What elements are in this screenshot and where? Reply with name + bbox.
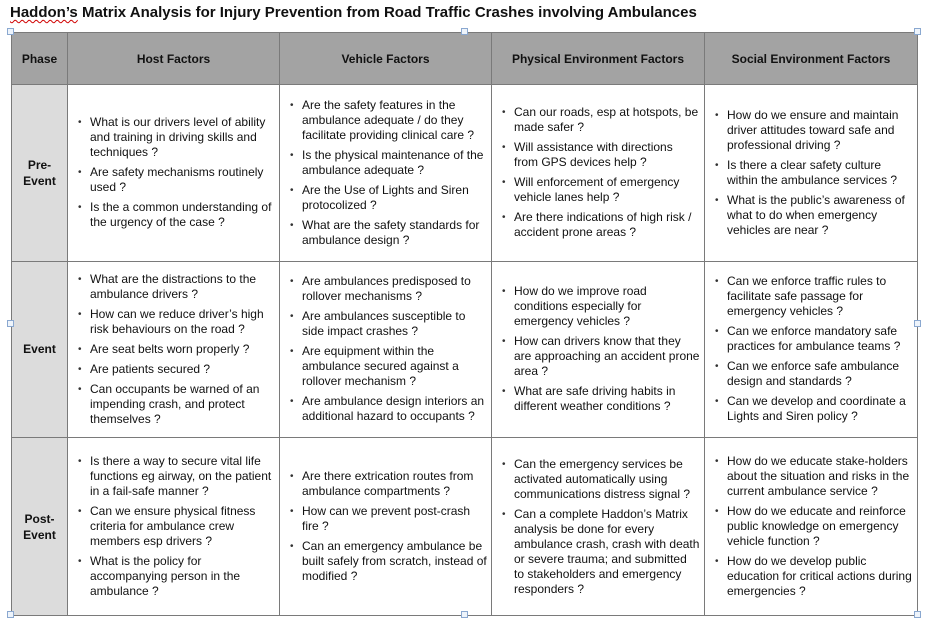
physical-environment-cell: [492, 261, 705, 438]
list-item: • How can we reduce driver’s high risk behaviours on the road ?: [90, 307, 275, 337]
header-row: [12, 33, 918, 85]
list-item: • Are the safety features in the ambulance adequate / do they facilitate providing clinical care ?: [302, 98, 487, 143]
list-item: • Are equipment within the ambulance secured against a rollover mechanism ?: [302, 344, 487, 389]
phase-label: Post-Event: [23, 511, 56, 542]
bullet-list: [68, 115, 279, 230]
host-factors-cell: [68, 261, 280, 438]
list-item: • Are seat belts worn properly ?: [90, 342, 275, 357]
vehicle-factors-cell: [280, 261, 492, 438]
resize-handle-bottom-left[interactable]: [7, 611, 14, 618]
list-item: • Will assistance with directions from GPS devices help ?: [514, 140, 700, 170]
list-item: • Are the Use of Lights and Siren protocolized ?: [302, 183, 487, 213]
list-item: • What is the policy for accompanying person in the ambulance ?: [90, 554, 275, 599]
header-host-factors: Host Factors: [68, 33, 280, 85]
list-item: • How can we prevent post-crash fire ?: [302, 504, 487, 534]
list-item: • How do we develop public education for critical actions during emergencies ?: [727, 554, 913, 599]
list-item: • Can we develop and coordinate a Lights and Siren policy ?: [727, 394, 913, 424]
physical-environment-cell: [492, 85, 705, 262]
header-physical-environment-factors: Physical Environment Factors: [492, 33, 705, 85]
list-item: • Can we enforce safe ambulance design and standards ?: [727, 359, 913, 389]
list-item: • Are ambulance design interiors an additional hazard to occupants ?: [302, 394, 487, 424]
list-item: • Is the a common understanding of the urgency of the case ?: [90, 200, 275, 230]
bullet-list: [280, 98, 491, 248]
resize-handle-middle-right[interactable]: [914, 320, 921, 327]
list-item: • Are patients secured ?: [90, 362, 275, 377]
list-item: • What are the distractions to the ambulance drivers ?: [90, 272, 275, 302]
title-text: Matrix Analysis for Injury Prevention from Road Traffic Crashes involving Ambulances: [77, 4, 697, 21]
bullet-list: [492, 105, 704, 240]
phase-cell: [12, 438, 68, 616]
phase-cell: [12, 261, 68, 438]
resize-handle-bottom-right[interactable]: [914, 611, 921, 618]
physical-environment-cell: [492, 438, 705, 616]
host-factors-cell: [68, 85, 280, 262]
title-spellcheck-word: Haddon’s: [10, 4, 78, 21]
bullet-list: [705, 454, 917, 599]
list-item: • How do we educate stake-holders about the situation and risks in the current ambulance service ?: [727, 454, 913, 499]
header-vehicle-factors: Vehicle Factors: [280, 33, 492, 85]
list-item: • Can our roads, esp at hotspots, be made safer ?: [514, 105, 700, 135]
list-item: • Are there extrication routes from ambulance compartments ?: [302, 469, 487, 499]
list-item: • Can the emergency services be activated automatically using communications distress signal ?: [514, 457, 700, 502]
bullet-list: [492, 457, 704, 597]
list-item: • Can an emergency ambulance be built safely from scratch, instead of modified ?: [302, 539, 487, 584]
list-item: • Is there a way to secure vital life functions eg airway, on the patient in a fail-safe manner ?: [90, 454, 275, 499]
list-item: • Is there a clear safety culture within the ambulance services ?: [727, 158, 913, 188]
host-factors-cell: [68, 438, 280, 616]
list-item: • What is the public’s awareness of what to do when emergency vehicles are near ?: [727, 193, 913, 238]
resize-handle-top-center[interactable]: [461, 28, 468, 35]
haddon-matrix-table[interactable]: [11, 32, 918, 616]
list-item: • Will enforcement of emergency vehicle lanes help ?: [514, 175, 700, 205]
bullet-list: [705, 274, 917, 424]
social-environment-cell: [705, 85, 918, 262]
row-event: [12, 261, 918, 438]
list-item: • Can we ensure physical fitness criteria for ambulance crew members esp drivers ?: [90, 504, 275, 549]
bullet-list: [492, 284, 704, 414]
list-item: • What is our drivers level of ability and training in driving skills and techniques ?: [90, 115, 275, 160]
list-item: • What are the safety standards for ambulance design ?: [302, 218, 487, 248]
list-item: • How do we educate and reinforce public knowledge on emergency vehicle function ?: [727, 504, 913, 549]
list-item: • Can a complete Haddon’s Matrix analysis be done for every ambulance crash, crash with death or severe trauma; and submitted to stakeholders and emergency responders ?: [514, 507, 700, 597]
social-environment-cell: [705, 438, 918, 616]
header-social-environment-factors: Social Environment Factors: [705, 33, 918, 85]
bullet-list: [280, 274, 491, 424]
resize-handle-bottom-center[interactable]: [461, 611, 468, 618]
social-environment-cell: [705, 261, 918, 438]
list-item: • What are safe driving habits in different weather conditions ?: [514, 384, 700, 414]
list-item: • Can we enforce mandatory safe practices for ambulance teams ?: [727, 324, 913, 354]
phase-cell: [12, 85, 68, 262]
list-item: • Are there indications of high risk / accident prone areas ?: [514, 210, 700, 240]
bullet-list: [68, 272, 279, 427]
bullet-list: [705, 108, 917, 238]
vehicle-factors-cell: [280, 85, 492, 262]
header-phase: Phase: [12, 33, 68, 85]
row-post-event: [12, 438, 918, 616]
list-item: • Can occupants be warned of an impending crash, and protect themselves ?: [90, 382, 275, 427]
phase-label: Event: [23, 342, 56, 357]
list-item: • How can drivers know that they are approaching an accident prone area ?: [514, 334, 700, 379]
list-item: • Are ambulances predisposed to rollover mechanisms ?: [302, 274, 487, 304]
bullet-list: [68, 454, 279, 599]
list-item: • Can we enforce traffic rules to facilitate safe passage for emergency vehicles ?: [727, 274, 913, 319]
resize-handle-middle-left[interactable]: [7, 320, 14, 327]
phase-label: Pre-Event: [23, 157, 56, 188]
list-item: • How do we ensure and maintain driver attitudes toward safe and professional driving ?: [727, 108, 913, 153]
list-item: • Are ambulances susceptible to side impact crashes ?: [302, 309, 487, 339]
list-item: • Is the physical maintenance of the ambulance adequate ?: [302, 148, 487, 178]
row-pre-event: [12, 85, 918, 262]
resize-handle-top-left[interactable]: [7, 28, 14, 35]
list-item: • Are safety mechanisms routinely used ?: [90, 165, 275, 195]
vehicle-factors-cell: [280, 438, 492, 616]
list-item: • How do we improve road conditions especially for emergency vehicles ?: [514, 284, 700, 329]
resize-handle-top-right[interactable]: [914, 28, 921, 35]
document-title: [10, 4, 697, 21]
bullet-list: [280, 469, 491, 584]
